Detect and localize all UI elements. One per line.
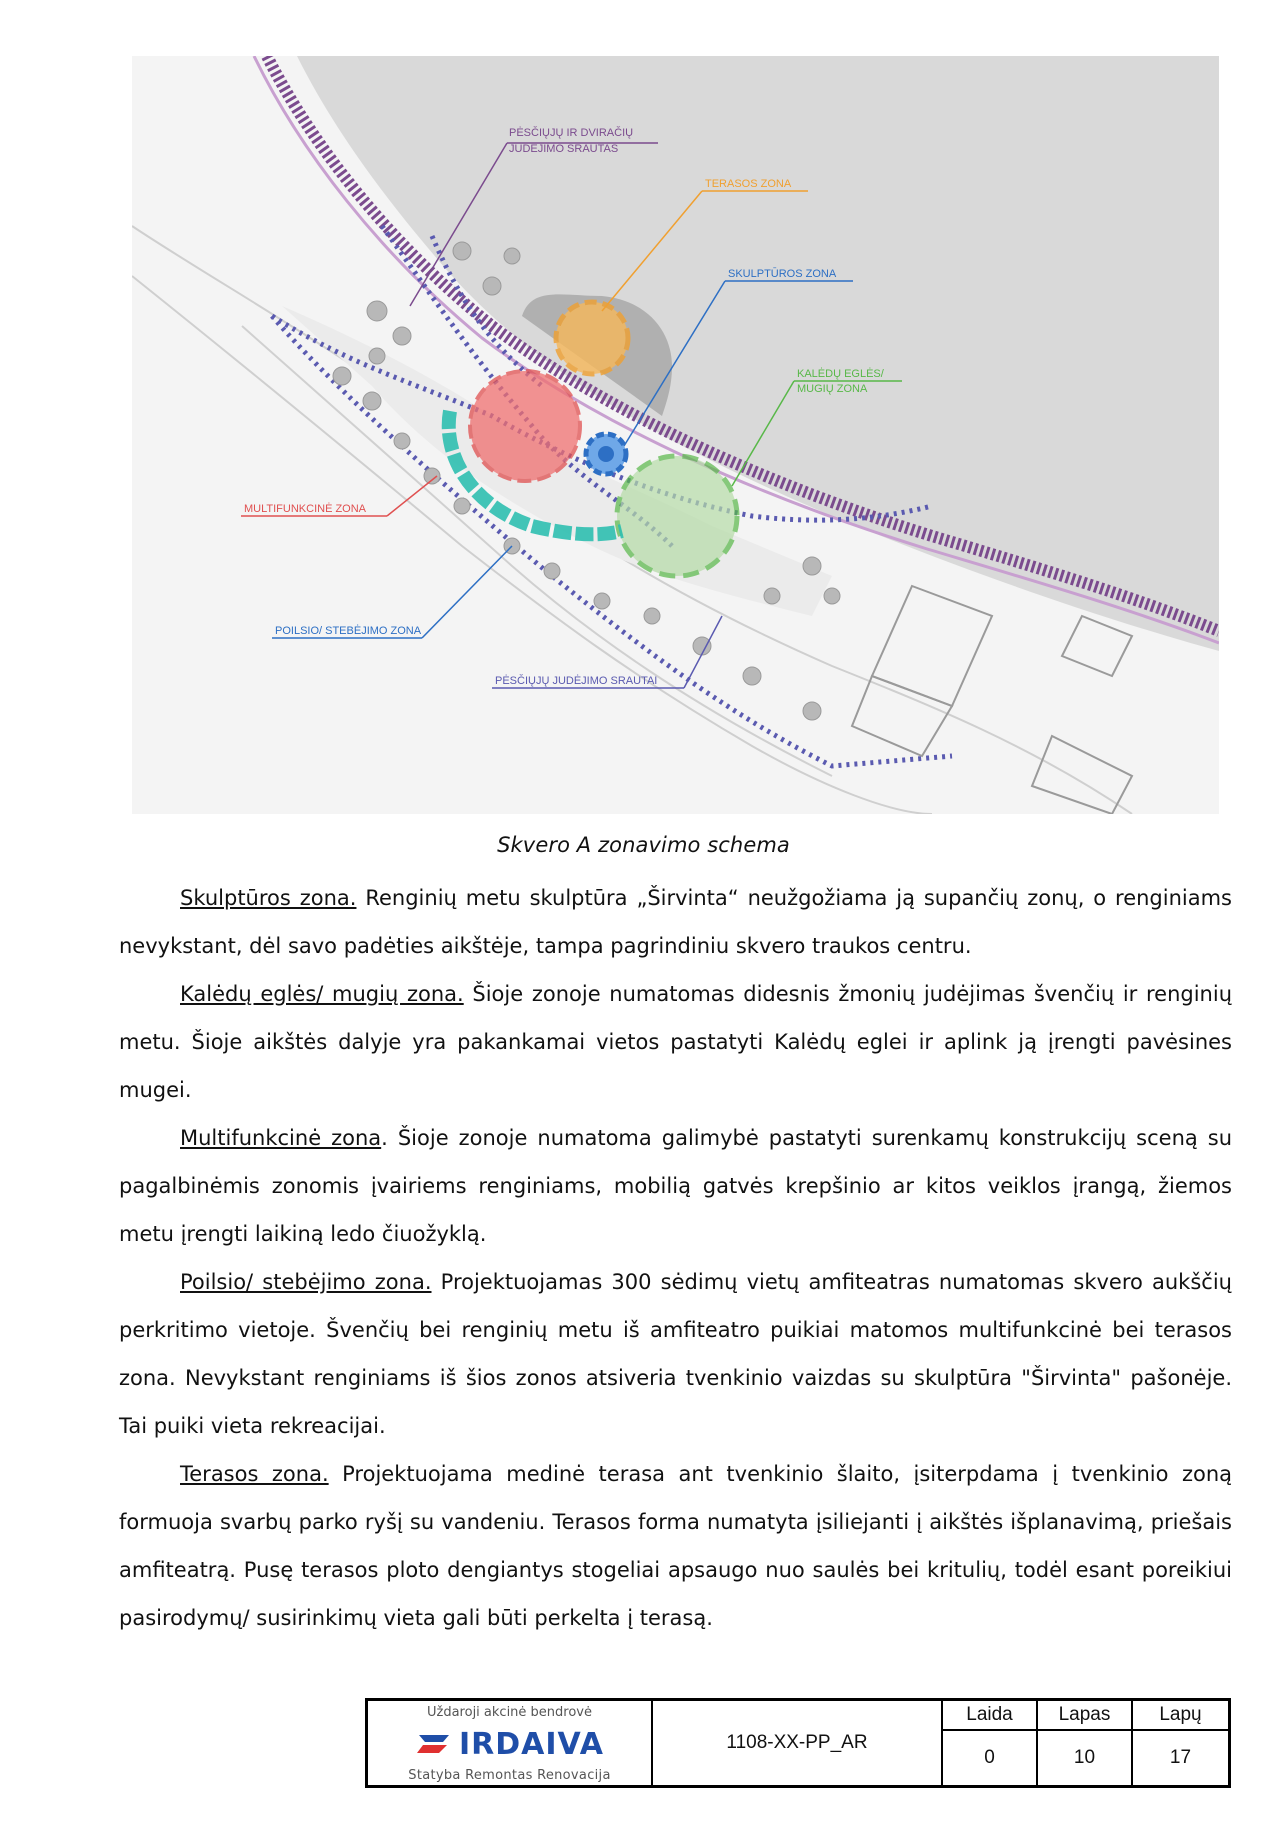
- zone-text: Projektuojama medinė terasa ant tvenkinio šlaito, įsiterpdama į tvenkinio zoną formuoja svarbų parko ryšį su vandeniu. Terasos forma numatyta įsiliejanti į aikštės išplanavimą, priešais amfiteatrą. Pusę terasos ploto dengiantys stogeliai apsaugo nuo saulės bei kritulių, todėl esant poreikiui pasirodymų/ susirinkimų vieta gali būti perkelta į terasą.: [119, 1462, 1233, 1630]
- header-laida: Laida: [943, 1701, 1038, 1731]
- zone-text: Projektuojamas 300 sėdimų vietų amfiteatras numatomas skvero aukščių perkritimo vietoje. Švenčių bei renginių metu iš amfiteatro puikiai matomos multifunkcinė bei terasos zona. Nevykstant renginiams iš šios zonos atsiveria tvenkinio vaizdas su skulptūra "Širvinta" pašonėje. Tai puiki vieta rekreacijai.: [119, 1270, 1232, 1438]
- company-block: [368, 1701, 653, 1785]
- zone-text: Šioje zonoje numatomas didesnis žmonių judėjimas švenčių ir renginių metu. Šioje aikštės dalyje yra pakankamai vietos pastatyti Kalėdų eglei ir aplink ją įrengti pavėsines mugei.: [119, 982, 1232, 1102]
- label-christmas-line2: MUGIŲ ZONA: [797, 383, 868, 395]
- label-rest-zone: POILSIO/ STEBĖJIMO ZONA: [275, 625, 422, 637]
- label-christmas-line1: KALĖDŲ EGLĖS/: [797, 368, 884, 380]
- header-lapu: Lapų: [1133, 1701, 1228, 1731]
- company-name: IRDAIVA: [459, 1726, 604, 1762]
- zone-title: Terasos zona.: [180, 1462, 329, 1486]
- sheet-info-grid: [943, 1701, 1228, 1785]
- paragraph-terrace-zone: [119, 1450, 1232, 1642]
- label-sculpture-zone: SKULPTŪROS ZONA: [728, 268, 837, 280]
- company-slogan: Statyba Remontas Renovacija: [408, 1768, 611, 1783]
- company-logo: [415, 1727, 604, 1762]
- zone-title: Multifunkcinė zona: [180, 1126, 382, 1150]
- irdaiva-logo-icon: [415, 1731, 453, 1757]
- label-pedestrian-bike-line2: JUDĖJIMO SRAUTAS: [509, 143, 619, 155]
- zone-title: Skulptūros zona.: [180, 886, 357, 910]
- zoning-scheme-figure: [132, 56, 1219, 814]
- value-lapas: 10: [1038, 1731, 1133, 1785]
- company-type: Uždaroji akcinė bendrovė: [427, 1705, 592, 1720]
- label-pedestrian-flows: PĖSČIŲJŲ JUDĖJIMO SRAUTAI: [495, 675, 658, 687]
- zone-title: Kalėdų eglės/ mugių zona.: [180, 982, 464, 1006]
- value-laida: 0: [943, 1731, 1038, 1785]
- zone-text: Renginių metu skulptūra „Širvinta“ neužgožiama ją supančių zonų, o renginiams nevykstant, dėl savo padėties aikštėje, tampa pagrindiniu skvero traukos centru.: [119, 886, 1232, 958]
- paragraph-multifunctional-zone: [119, 1114, 1232, 1258]
- document-code: 1108-XX-PP_AR: [653, 1701, 943, 1785]
- header-lapas: Lapas: [1038, 1701, 1133, 1731]
- paragraph-christmas-zone: [119, 970, 1232, 1114]
- zone-title: Poilsio/ stebėjimo zona.: [180, 1270, 432, 1294]
- label-pedestrian-bike-line1: PĖSČIŲJŲ IR DVIRAČIŲ: [509, 127, 634, 139]
- label-multifunctional-zone: MULTIFUNKCINĖ ZONA: [244, 503, 367, 515]
- figure-caption: Skvero A zonavimo schema: [497, 833, 790, 857]
- title-block: [365, 1698, 1231, 1788]
- paragraph-sculpture-zone: [119, 874, 1232, 970]
- zone-text: . Šioje zonoje numatoma galimybė pastatyti surenkamų konstrukcijų sceną su pagalbinėmis zonomis įvairiems renginiams, mobilią gatvės krepšinio ar kitos veiklos įrangą, žiemos metu įrengti laikiną ledo čiuožyklą.: [119, 1126, 1233, 1246]
- zone-descriptions: [119, 874, 1232, 1642]
- paragraph-rest-zone: [119, 1258, 1232, 1450]
- label-terrace-zone: TERASOS ZONA: [705, 178, 792, 190]
- value-lapu: 17: [1169, 1747, 1192, 1768]
